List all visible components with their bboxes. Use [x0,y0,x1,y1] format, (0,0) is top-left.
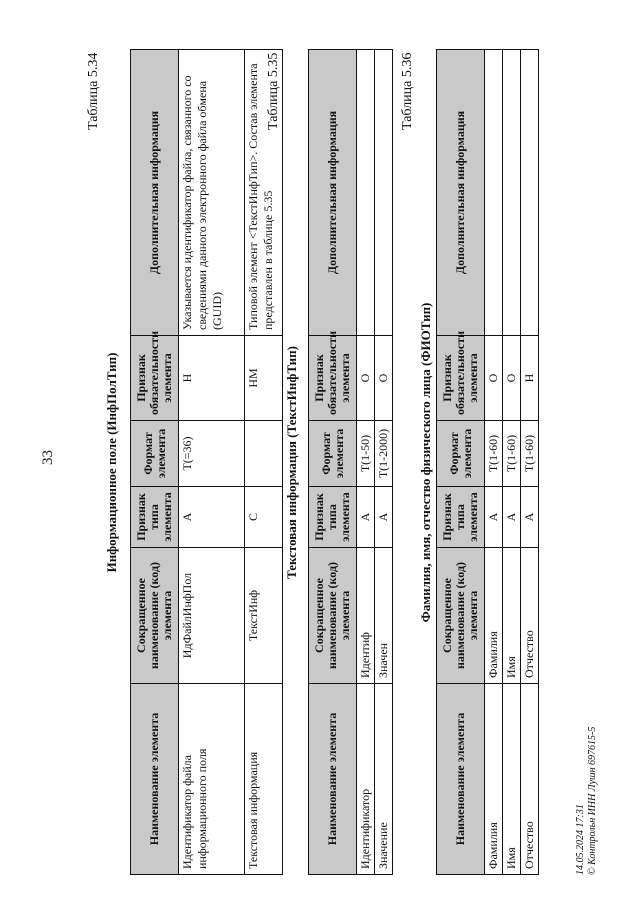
table-row [245,50,283,875]
cell-format: T(1-60) [485,421,503,487]
col-header: Сокращенное наименование (код) элемента [131,548,179,684]
table-label: Таблица 5.36 [400,52,415,130]
table-label: Таблица 5.34 [86,52,101,130]
col-header: Признак обязательности элемента [437,336,485,421]
stamp-date: 14.05.2024 17:31 [575,804,586,875]
col-header: Признак обязательности элемента [309,336,357,421]
table-label: Таблица 5.35 [266,52,281,130]
cell-required: НМ [245,336,283,421]
cell-name: Идентификатор [357,684,375,875]
table-header-row [309,50,357,875]
cell-name: Текстовая информация [245,684,283,875]
col-header: Сокращенное наименование (код) элемента [309,548,357,684]
table-row [375,50,393,875]
cell-name: Идентификатор файла информационного поля [179,684,245,875]
cell-info: Указывается идентификатор файла, связанного со сведениями данного электронного файла обмена (GUID) [179,50,245,336]
cell-code: Имя [503,548,521,684]
cell-required: Н [179,336,245,421]
col-header: Формат элемента [309,421,357,487]
table-title: Текстовая информация (ТекстИнфТип) [284,346,299,579]
table-header-row [437,50,485,875]
col-header: Дополнительная информация [437,50,485,336]
col-header: Формат элемента [131,421,179,487]
cell-code: Фамилия [485,548,503,684]
table-row [521,50,539,875]
cell-info [375,50,393,336]
col-header: Признак обязательности элемента [131,336,179,421]
col-header: Признак типа элемента [437,487,485,548]
table-header-row [131,50,179,875]
col-header: Дополнительная информация [131,50,179,336]
col-header: Признак типа элемента [131,487,179,548]
cell-info [503,50,521,336]
page-number: 33 [40,450,56,465]
cell-required: О [357,336,375,421]
cell-format: T(1-50) [357,421,375,487]
col-header: Дополнительная информация [309,50,357,336]
table-row [485,50,503,875]
table-row [179,50,245,875]
cell-type: А [179,487,245,548]
table-title: Фамилия, имя, отчество физического лица (ФИОТип) [418,302,433,623]
cell-required: О [375,336,393,421]
stamp-signer: © Контрольн ИНН Лушн 697615-5 [587,726,598,875]
cell-code: ТекстИнф [245,548,283,684]
cell-type: А [375,487,393,548]
signature-stamp [575,727,599,875]
col-header: Формат элемента [437,421,485,487]
col-header: Признак типа элемента [309,487,357,548]
cell-type: А [503,487,521,548]
data-table [130,49,283,875]
cell-required: О [503,336,521,421]
cell-name: Имя [503,684,521,875]
cell-name: Фамилия [485,684,503,875]
cell-code: Значен [375,548,393,684]
table-row [357,50,375,875]
cell-format [245,421,283,487]
cell-type: А [485,487,503,548]
cell-type: С [245,487,283,548]
col-header: Наименование элемента [131,684,179,875]
cell-format: T(1-60) [503,421,521,487]
cell-code: ИдФайлИнфПол [179,548,245,684]
cell-format: T(1-60) [521,421,539,487]
cell-format: T(=36) [179,421,245,487]
cell-code: Идентиф [357,548,375,684]
cell-required: Н [521,336,539,421]
cell-code: Отчество [521,548,539,684]
cell-name: Отчество [521,684,539,875]
data-table [436,49,539,875]
cell-info: Типовой элемент <ТекстИнфТип>. Состав элемента представлен в таблице 5.35 [245,50,283,336]
cell-info [521,50,539,336]
table-row [503,50,521,875]
col-header: Наименование элемента [437,684,485,875]
cell-info [485,50,503,336]
col-header: Наименование элемента [309,684,357,875]
cell-format: T(1-2000) [375,421,393,487]
data-table [308,49,393,875]
cell-type: А [521,487,539,548]
cell-name: Значение [375,684,393,875]
cell-info [357,50,375,336]
cell-required: О [485,336,503,421]
col-header: Сокращенное наименование (код) элемента [437,548,485,684]
cell-type: А [357,487,375,548]
table-title: Информационное поле (ИнфПолТип) [104,352,119,573]
